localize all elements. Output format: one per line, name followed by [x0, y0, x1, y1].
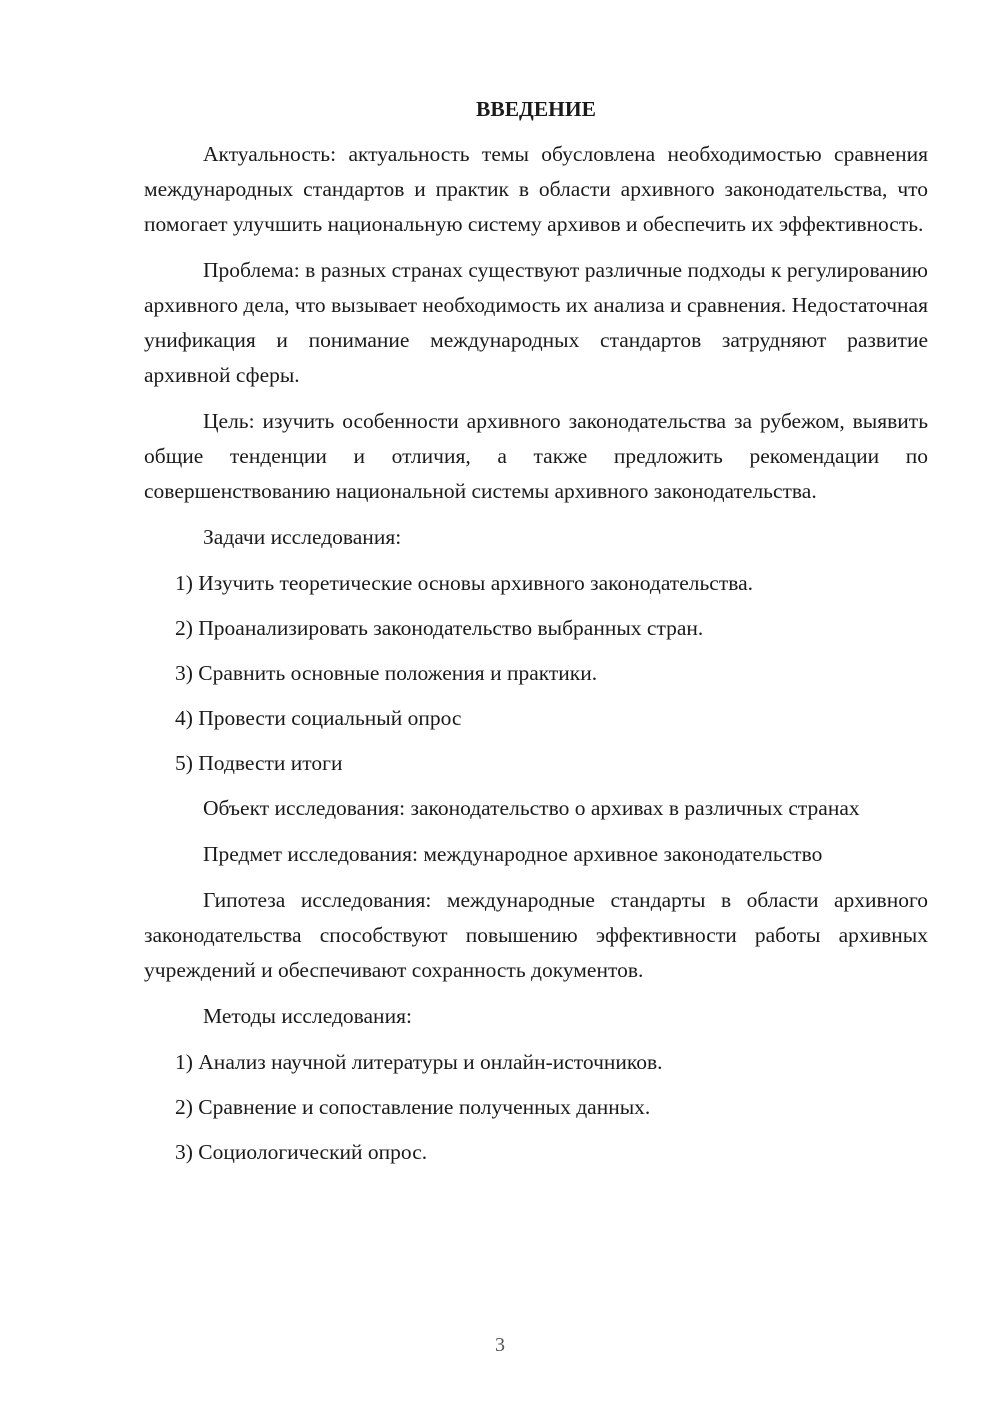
object-paragraph: Объект исследования: законодательство о архивах в различных странах [203, 796, 860, 820]
tasks-list [144, 566, 928, 781]
relevance-paragraph: Актуальность: актуальность темы обусловлена необходимостью сравнения международных стандартов и практик в области архивного законодательства, что помогает улучшить национальную систему архивов и обеспечить их эффективность. [144, 142, 928, 236]
problem-paragraph: Проблема: в разных странах существуют различные подходы к регулированию архивного дела, что вызывает необходимость их анализа и сравнения. Недостаточная унификация и понимание международных стандартов затрудняют развитие архивной сферы. [144, 258, 928, 387]
list-item: 3) Сравнить основные положения и практики. [175, 661, 598, 685]
list-item: 1) Анализ научной литературы и онлайн-источников. [175, 1050, 663, 1074]
section-title: ВВЕДЕНИЕ [476, 97, 596, 121]
list-item: 4) Провести социальный опрос [175, 706, 462, 730]
list-item: 2) Сравнение и сопоставление полученных данных. [175, 1095, 651, 1119]
list-item: 2) Проанализировать законодательство выбранных стран. [175, 616, 704, 640]
list-item: 5) Подвести итоги [175, 751, 343, 775]
tasks-heading: Задачи исследования: [203, 525, 402, 549]
document-page [144, 92, 928, 1180]
subject-paragraph: Предмет исследования: международное архивное законодательство [203, 842, 823, 866]
methods-list [144, 1045, 928, 1170]
list-item: 3) Социологический опрос. [175, 1140, 428, 1164]
page-number: 3 [495, 1334, 505, 1356]
hypothesis-paragraph: Гипотеза исследования: международные стандарты в области архивного законодательства способствуют повышению эффективности работы архивных учреждений и обеспечивают сохранность документов. [144, 888, 928, 982]
list-item: 1) Изучить теоретические основы архивного законодательства. [175, 571, 754, 595]
goal-paragraph: Цель: изучить особенности архивного законодательства за рубежом, выявить общие тенденции и отличия, а также предложить рекомендации по совершенствованию национальной системы архивного законодательства. [144, 409, 928, 503]
methods-heading: Методы исследования: [203, 1004, 412, 1028]
